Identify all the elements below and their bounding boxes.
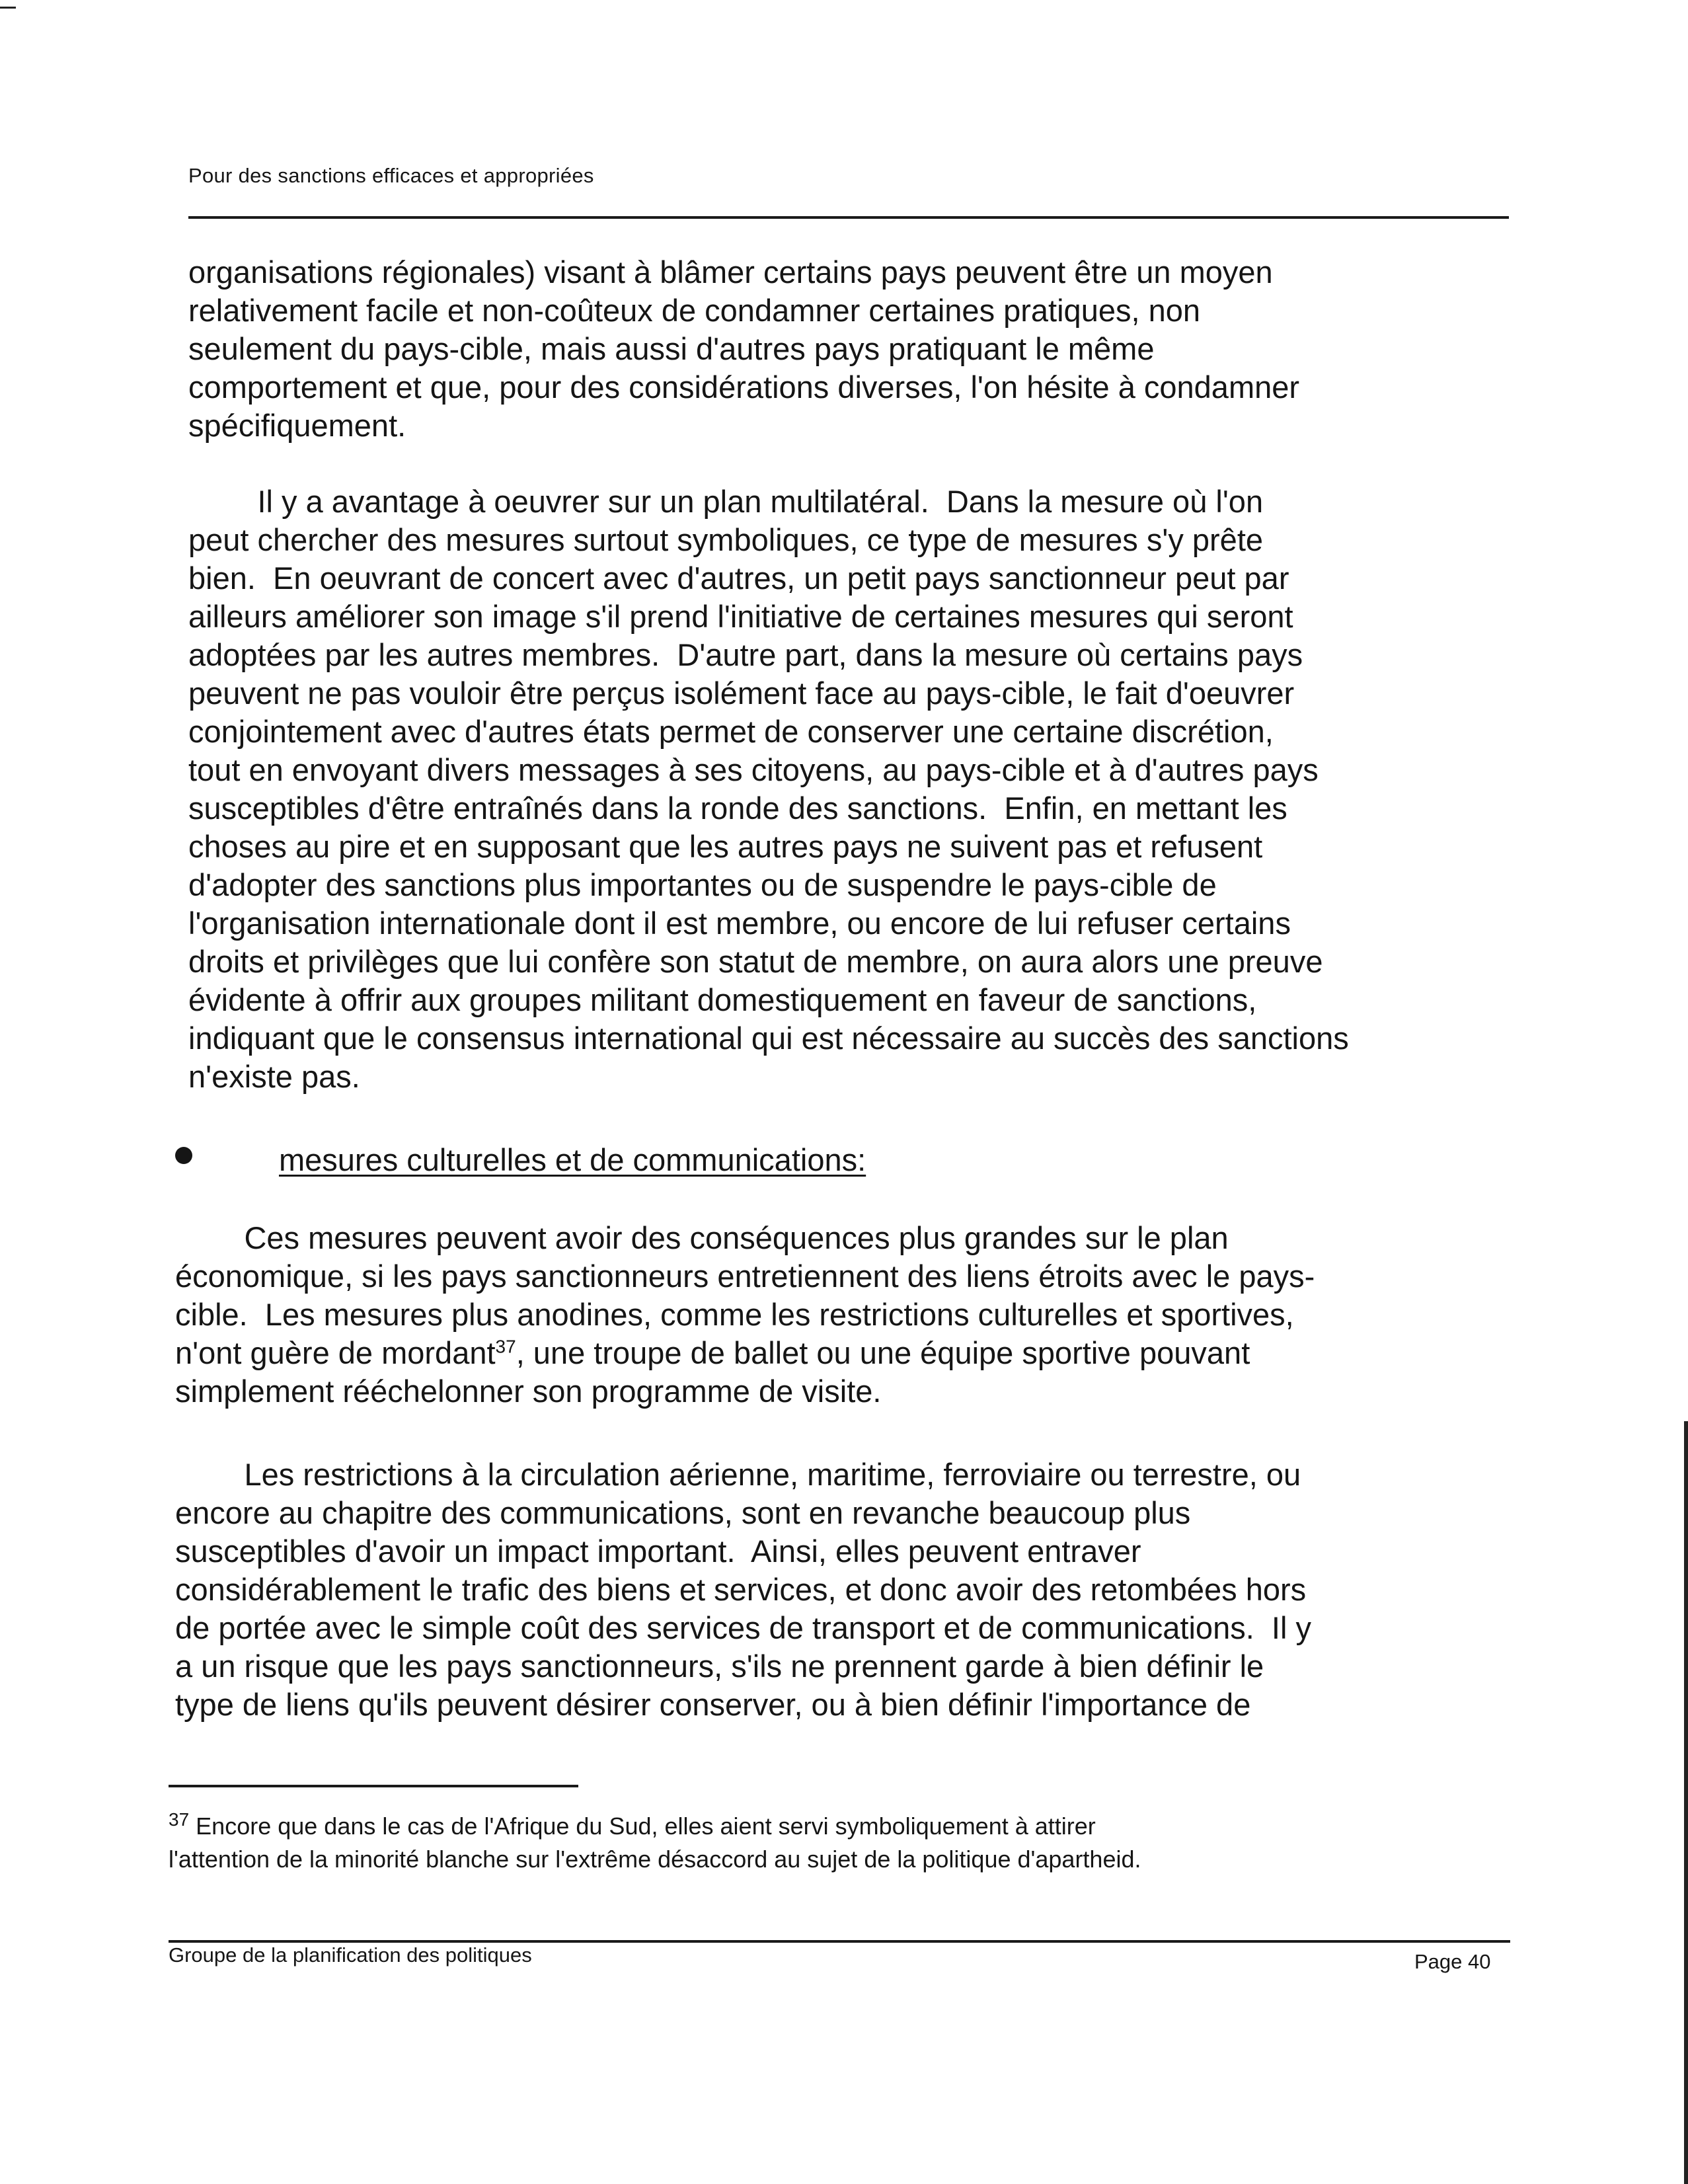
scan-edge-artifact — [1684, 1421, 1688, 2184]
paragraph-continued: organisations régionales) visant à blâmer certains pays peuvent être un moyen relativement facile et non-coûteux de condamner certaines pratiques, non seulement du pays-cible, mais aussi d'autres pays pratiquant le même comportement et que, pour des considérations diverses, l'on hésite à condamner spécifiquement. — [188, 254, 1300, 443]
paragraph-cultural-measures — [175, 1219, 1497, 1411]
running-header: Pour des sanctions efficaces et appropriées — [188, 164, 594, 187]
footnote-reference[interactable]: 37 — [495, 1336, 516, 1357]
section-heading: mesures culturelles et de communications: — [279, 1142, 866, 1177]
paragraph-cultural-text: Ces mesures peuvent avoir des conséquences plus grandes sur le plan économique, si les pays sanctionneurs entretiennent des liens étroits avec le pays- cible. Les mesures plus anodines, comme les restrictions culturelles et sportives, n'ont guère de mordant — [175, 1220, 1315, 1370]
bullet-icon — [175, 1147, 192, 1164]
paragraph-transport-restrictions: Les restrictions à la circulation aérienne, maritime, ferroviaire ou terrestre, ou encore au chapitre des communications, sont en revanche beaucoup plus susceptibles d'avoir un impact important. Ainsi, elles peuvent entraver considérablement le trafic des biens et services, et donc avoir des retombées hors de portée avec le simple coût des services de transport et de communications. Il y a un risque que les pays sanctionneurs, s'ils ne prennent garde à bien définir le type de liens qu'ils peuvent désirer conserver, ou à bien définir l'importance de — [175, 1457, 1311, 1722]
page-number: Page 40 — [1414, 1950, 1491, 1973]
footnote — [169, 1810, 1523, 1876]
paragraph-multilateral: Il y a avantage à oeuvrer sur un plan multilatéral. Dans la mesure où l'on peut chercher des mesures surtout symboliques, ce type de mesures s'y prête bien. En oeuvrant de concert avec d'autres, un petit pays sanctionneur peut par ailleurs améliorer son image s'il prend l'initiative de certaines mesures qui seront adoptées par les autres membres. D'autre part, dans la mesure où certains pays peuvent ne pas vouloir être perçus isolément face au pays-cible, le fait d'oeuvrer conjointement avec d'autres états permet de conserver une certaine discrétion, tout en envoyant divers messages à ses citoyens, au pays-cible et à d'autres pays susceptibles d'être entraînés dans la ronde des sanctions. Enfin, en mettant les choses au pire et en supposant que les autres pays ne suivent pas et refusent d'adopter des sanctions plus importantes ou de suspendre le pays-cible de l'organisation internationale dont il est membre, ou encore de lui refuser certains droits et privilèges que lui confère son statut de membre, on aura alors une preuve évidente à offrir aux groupes militant domestiquement en faveur de sanctions, indiquant que le consensus international qui est nécessaire au succès des sanctions n'existe pas. — [188, 484, 1349, 1094]
footnote-text: Encore que dans le cas de l'Afrique du Sud, elles aient servi symboliquement à attirer l'attention de la minorité blanche sur l'extrême désaccord au sujet de la politique d'apartheid. — [169, 1813, 1141, 1873]
paragraph-cultural-text-end: , une troupe de ballet ou une équipe sportive pouvant simplement rééchelonner son programme de visite. — [175, 1335, 1250, 1409]
footnote-number: 37 — [169, 1809, 190, 1830]
header-rule — [188, 216, 1509, 219]
footnote-rule — [169, 1785, 578, 1787]
footer-rule — [169, 1940, 1510, 1943]
scan-artifact — [0, 7, 16, 9]
footer-organization: Groupe de la planification des politiques — [169, 1943, 532, 1967]
